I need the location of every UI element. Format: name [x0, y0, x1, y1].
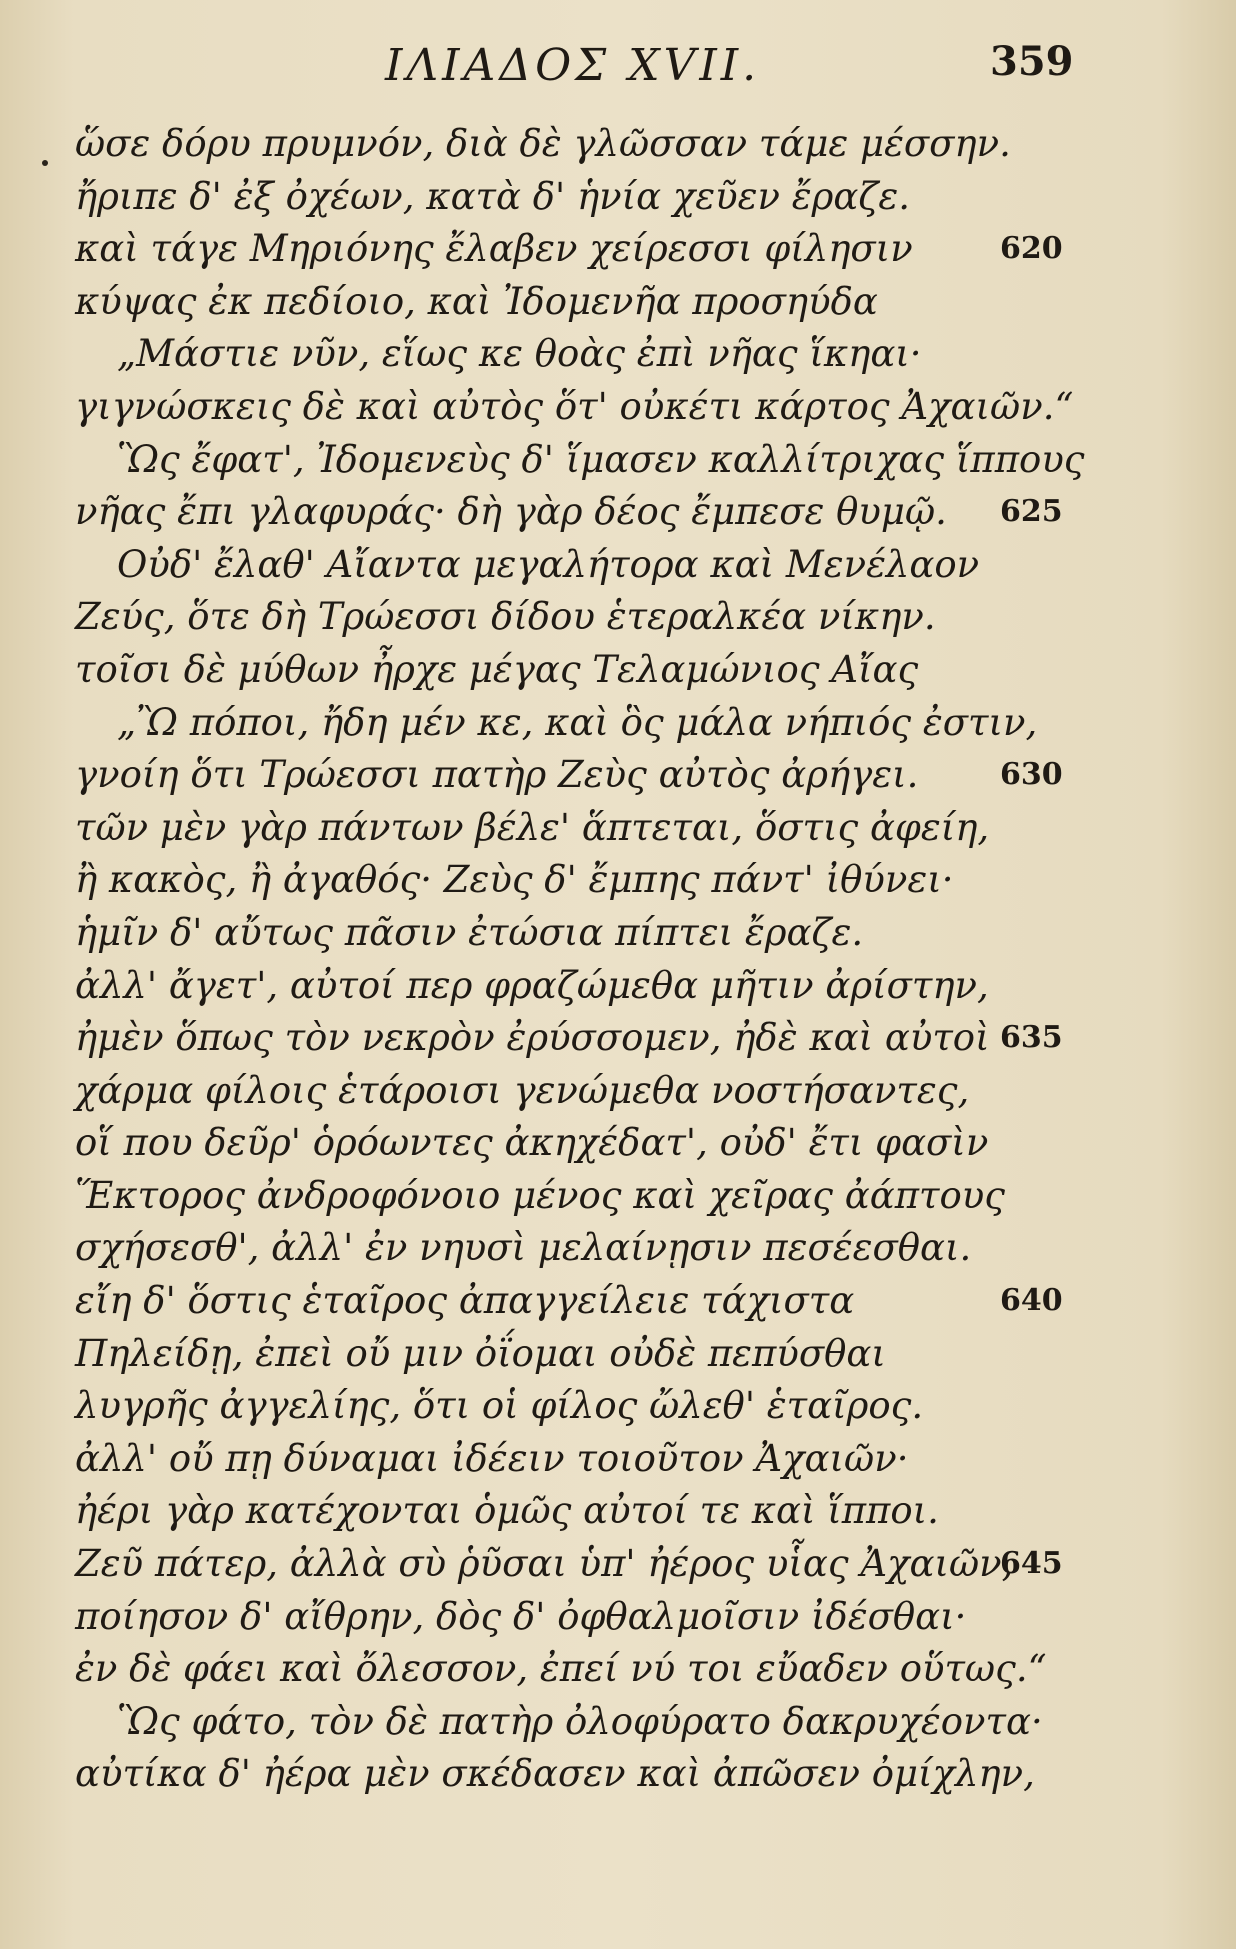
verse-text: Ὣς ἔφατ', Ἰδομενεὺς δ' ἵμασεν καλλίτριχας ἵππους [117, 437, 1085, 481]
verse-text: ἤριπε δ' ἐξ ὀχέων, κατὰ δ' ἡνία χεῦεν ἔραζε. [75, 174, 911, 218]
verse-text: ὥσε δόρυ πρυμνόν, διὰ δὲ γλῶσσαν τάμε μέσσην. [75, 122, 1011, 165]
verse-text: Ζεῦ πάτερ, ἀλλὰ σὺ ῥῦσαι ὑπ' ἠέρος υἷας Ἀχαιῶν, [75, 1542, 1014, 1586]
verse-text: εἴη δ' ὅστις ἑταῖρος ἀπαγγείλειε τάχιστα [75, 1279, 855, 1323]
verse-line [75, 486, 1075, 539]
verse-line [75, 328, 1075, 381]
verse-block [75, 118, 1085, 1801]
verse-line [75, 697, 1075, 750]
verse-text: γιγνώσκεις δὲ καὶ αὐτὸς ὅτ' οὐκέτι κάρτος Ἀχαιῶν.“ [75, 384, 1074, 428]
verse-line [75, 1170, 1075, 1223]
margin-dot-mark [42, 160, 48, 166]
verse-line [75, 1643, 1075, 1696]
verse-text: ἠέρι γὰρ κατέχονται ὁμῶς αὐτοί τε καὶ ἵπποι. [75, 1489, 939, 1533]
verse-line [75, 118, 1075, 171]
verse-text: ποίησον δ' αἴθρην, δὸς δ' ὀφθαλμοῖσιν ἰδέσθαι· [75, 1594, 967, 1638]
verse-text: χάρμα φίλοις ἑτάροισι γενώμεθα νοστήσαντες, [75, 1068, 970, 1112]
verse-text: Ὣς φάτο, τὸν δὲ πατὴρ ὀλοφύρατο δακρυχέοντα· [117, 1699, 1043, 1743]
verse-line [75, 1748, 1075, 1801]
verse-text: νῆας ἔπι γλαφυράς· δὴ γὰρ δέος ἔμπεσε θυμῷ. [75, 490, 947, 534]
verse-line [75, 591, 1075, 644]
verse-line [75, 644, 1075, 697]
verse-line [75, 1328, 1075, 1381]
verse-line [75, 802, 1075, 855]
verse-text: γνοίη ὅτι Τρώεσσι πατὴρ Ζεὺς αὐτὸς ἀρήγει. [75, 753, 919, 797]
verse-text: καὶ τάγε Μηριόνης ἔλαβεν χείρεσσι φίλησιν [75, 227, 913, 271]
verse-line [75, 1538, 1075, 1591]
verse-line [75, 1117, 1075, 1170]
running-title: ΙΛΙΑΔΟΣ XVII. [385, 40, 761, 91]
verse-line [75, 434, 1085, 487]
verse-line [75, 223, 1075, 276]
verse-line [75, 749, 1075, 802]
verse-line [75, 1275, 1075, 1328]
verse-text: ἀλλ' οὔ πῃ δύναμαι ἰδέειν τοιοῦτον Ἀχαιῶν· [75, 1436, 909, 1480]
verse-text: Πηλείδῃ, ἐπεὶ οὔ μιν ὀΐομαι οὐδὲ πεπύσθαι [75, 1331, 886, 1375]
verse-line [75, 907, 1075, 960]
verse-text: οἵ που δεῦρ' ὁρόωντες ἀκηχέδατ', οὐδ' ἔτι φασὶν [75, 1121, 989, 1165]
verse-text: ἀλλ' ἄγετ', αὐτοί περ φραζώμεθα μῆτιν ἀρίστην, [75, 963, 989, 1007]
verse-text: ἡμῖν δ' αὔτως πᾶσιν ἐτώσια πίπτει ἔραζε. [75, 910, 864, 954]
verse-line [75, 1591, 1075, 1644]
verse-text: Ἕκτορος ἀνδροφόνοιο μένος καὶ χεῖρας ἀάπτους [75, 1173, 1006, 1217]
verse-text: κύψας ἐκ πεδίοιο, καὶ Ἰδομενῆα προσηύδα [75, 279, 878, 323]
line-number: 645 [1000, 1546, 1063, 1582]
verse-text: ἢ κακὸς, ἢ ἀγαθός· Ζεὺς δ' ἔμπης πάντ' ἰθύνει· [75, 858, 954, 902]
line-number: 635 [1000, 1020, 1063, 1056]
verse-text: λυγρῆς ἀγγελίης, ὅτι οἱ φίλος ὤλεθ' ἑταῖρος. [75, 1384, 924, 1428]
verse-text: ἐν δὲ φάει καὶ ὄλεσσον, ἐπεί νύ τοι εὔαδεν οὕτως.“ [75, 1647, 1047, 1691]
verse-line [75, 1380, 1075, 1433]
verse-line [75, 1696, 1075, 1749]
page-number: 359 [990, 38, 1074, 85]
verse-text: τοῖσι δὲ μύθων ἦρχε μέγας Τελαμώνιος Αἴας [75, 647, 919, 691]
verse-text: „Μάστιε νῦν, εἵως κε θοὰς ἐπὶ νῆας ἵκηαι· [117, 332, 922, 376]
verse-line [75, 1065, 1075, 1118]
verse-line [75, 1012, 1075, 1065]
verse-text: Οὐδ' ἔλαθ' Αἴαντα μεγαλήτορα καὶ Μενέλαον [117, 542, 980, 586]
page-header [0, 34, 1236, 94]
verse-line [75, 171, 1075, 224]
verse-line [75, 854, 1075, 907]
verse-line [75, 1433, 1075, 1486]
line-number: 620 [1000, 231, 1063, 267]
verse-line [75, 1485, 1075, 1538]
verse-line [75, 960, 1075, 1013]
verse-text: σχήσεσθ', ἀλλ' ἐν νηυσὶ μελαίνῃσιν πεσέεσθαι. [75, 1226, 972, 1270]
verse-text: ἠμὲν ὅπως τὸν νεκρὸν ἐρύσσομεν, ἠδὲ καὶ αὐτοὶ [75, 1016, 990, 1060]
line-number: 630 [1000, 757, 1063, 793]
verse-text: Ζεύς, ὅτε δὴ Τρώεσσι δίδου ἑτεραλκέα νίκην. [75, 595, 936, 639]
line-number: 640 [1000, 1283, 1063, 1319]
verse-text: αὐτίκα δ' ἠέρα μὲν σκέδασεν καὶ ἀπῶσεν ὀμίχλην, [75, 1752, 1035, 1796]
line-number: 625 [1000, 494, 1063, 530]
verse-text: τῶν μὲν γὰρ πάντων βέλε' ἅπτεται, ὅστις ἀφείη, [75, 805, 990, 849]
verse-line [75, 276, 1075, 329]
verse-line [75, 1222, 1075, 1275]
verse-line [75, 539, 1075, 592]
verse-text: „Ὢ πόποι, ἤδη μέν κε, καὶ ὃς μάλα νήπιός ἐστιν, [117, 700, 1038, 744]
verse-line [75, 381, 1075, 434]
